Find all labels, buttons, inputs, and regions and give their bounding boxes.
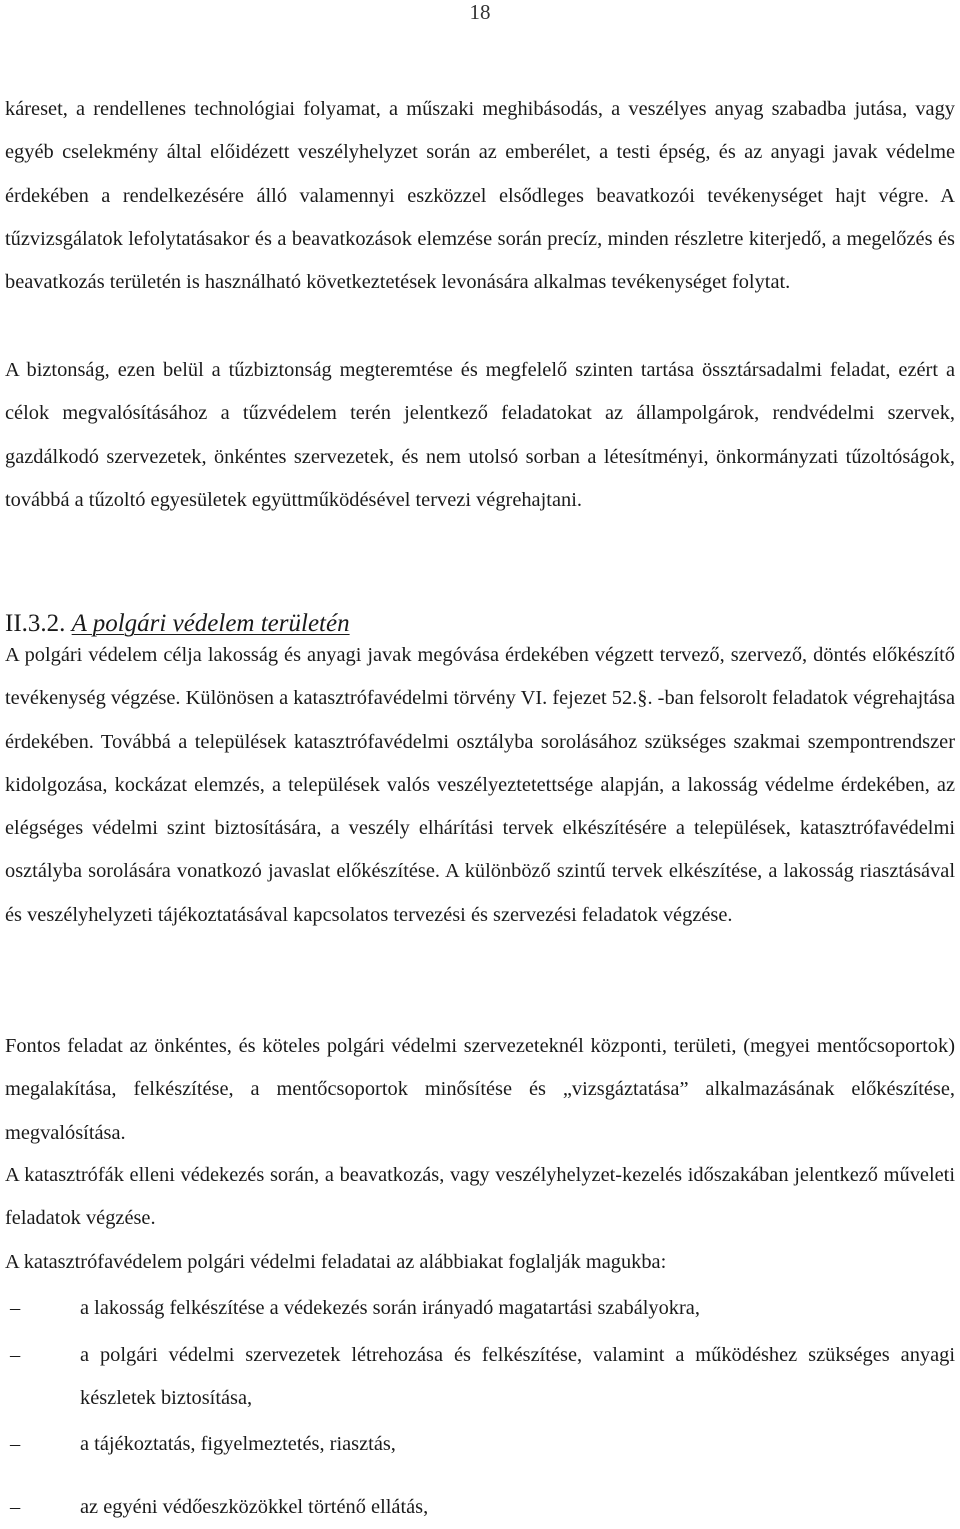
list-dash: – [10, 1496, 21, 1518]
section-title: A polgári védelem területén [71, 610, 350, 637]
paragraph-civil-protection-goal: A polgári védelem célja lakosság és anyagi javak megóvása érdekében végzett tervező, szervező, döntés előkészítő tevékenység végzése. Különösen a katasztrófavédelmi törvény VI. fejezet 52.§. -ban felsorolt feladatok végrehajtása érdekében. Továbbá a települések katasztrófavédelmi osztályba sorolásához szükséges szakmai szempontrendszer kidolgozása, kockázat elemzés, a települések valós veszélyeztetettsége alapján, a lakosság védelme érdekében, az elégséges védelmi szint biztosítására, a veszély elhárítási tervek elkészítésére a települések, katasztrófavédelmi osztályba sorolására vonatkozó javaslat előkészítése. A különböző szintű tervek elkészítése, a lakosság riasztásával és veszélyhelyzeti tájékoztatásával kapcsolatos tervezési és szervezési feladatok végzése. [5, 644, 955, 926]
list-item-text: a lakosság felkészítése a védekezés során irányadó magatartási szabályokra, [80, 1297, 700, 1319]
paragraph-rescue-teams: Fontos feladat az önkéntes, és köteles polgári védelmi szervezeteknél központi, területi, (megyei mentőcsoportok) megalakítása, felkészítése, a mentőcsoportok minősítése és „vizsgáztatása” alkalmazásának előkészítése, megvalósítása. [5, 1035, 955, 1144]
list-dash: – [10, 1297, 21, 1319]
section-number: II.3.2. [5, 610, 66, 637]
paragraph-list-intro: A katasztrófavédelem polgári védelmi feladatai az alábbiakat foglalják magukba: [5, 1251, 667, 1273]
page-number: 18 [469, 0, 491, 24]
list-dash: – [10, 1344, 21, 1366]
list-item-text: a tájékoztatás, figyelmeztetés, riasztás, [80, 1433, 396, 1455]
paragraph-fire-safety: A biztonság, ezen belül a tűzbiztonság megteremtése és megfelelő szinten tartása össztársadalmi feladat, ezért a célok megvalósításához a tűzvédelem terén jelentkező feladatokat az állampolgárok, rendvédelmi szervek, gazdálkodó szervezetek, önkéntes szervezetek, és nem utolsó sorban a létesítményi, önkormányzati tűzoltóságok, továbbá a tűzoltó egyesületek együttműködésével tervezi végrehajtani. [5, 359, 955, 511]
paragraph-continuation: káreset, a rendellenes technológiai folyamat, a műszaki meghibásodás, a veszélyes anyag szabadba jutása, vagy egyéb cselekmény által előidézett veszélyhelyzet során az emberélet, a testi épség, és az anyagi javak védelme érdekében a rendelkezésére álló valamennyi eszközzel elsődleges beavatkozói tevékenységet hajt végre. A tűzvizsgálatok lefolytatásakor és a beavatkozások elemzése során precíz, minden részletre kiterjedő, a megelőzés és beavatkozás területén is használható következtetések levonására alkalmas tevékenységet folytat. [5, 98, 955, 294]
list-item-text: a polgári védelmi szervezetek létrehozása és felkészítése, valamint a működéshez szükséges anyagi készletek biztosítása, [80, 1344, 955, 1410]
list-item-text: az egyéni védőeszközökkel történő ellátás, [80, 1496, 429, 1518]
list-dash: – [10, 1433, 21, 1455]
paragraph-disaster-defense: A katasztrófák elleni védekezés során, a beavatkozás, vagy veszélyhelyzet-kezelés időszakában jelentkező műveleti feladatok végzése. [5, 1164, 955, 1230]
